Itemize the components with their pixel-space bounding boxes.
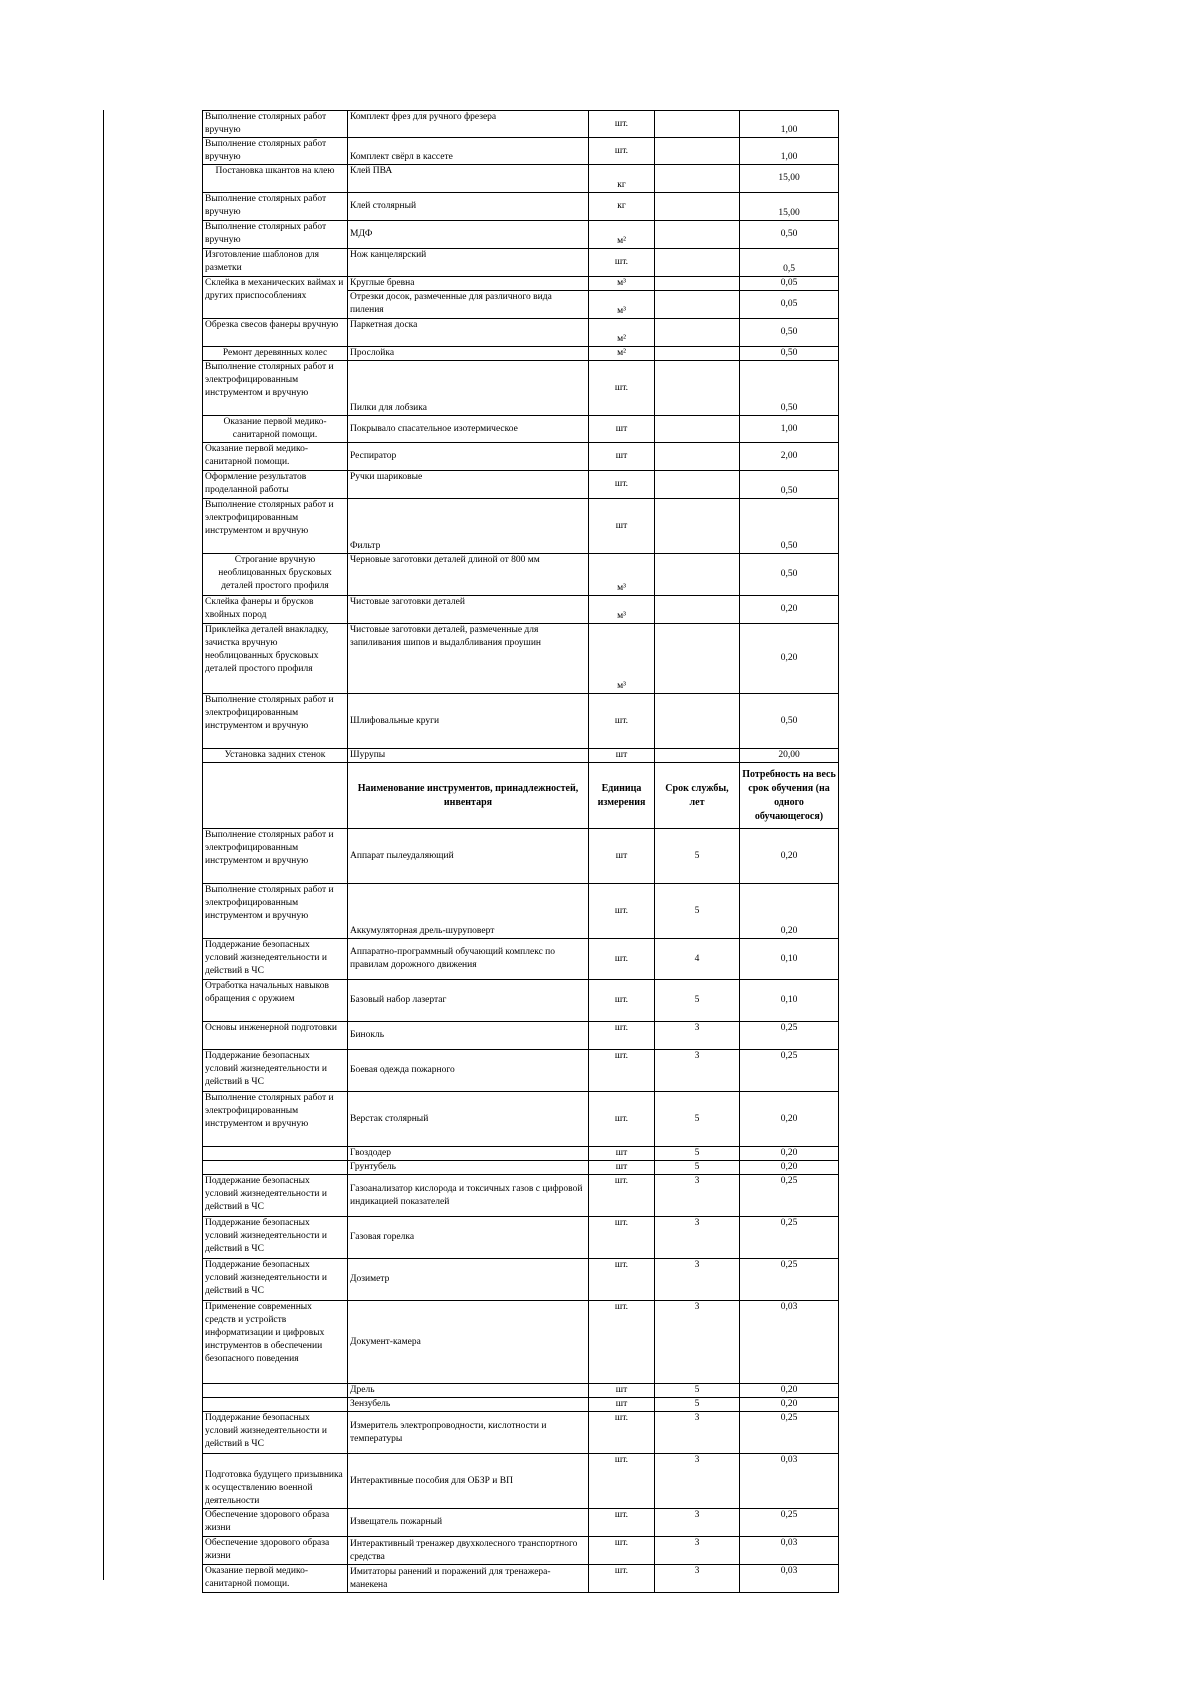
unit-cell: шт. (589, 1259, 655, 1301)
item-name-cell: Пилки для лобзика (348, 361, 589, 416)
item-name-cell: Чистовые заготовки деталей (348, 596, 589, 624)
activity-cell: Выполнение столярных работ и электрофицированным инструментом и вручную (203, 499, 348, 554)
unit-cell: м² (589, 319, 655, 347)
qty-cell: 0,20 (740, 1384, 839, 1398)
life-cell: 3 (655, 1509, 740, 1537)
qty-cell: 0,20 (740, 1161, 839, 1175)
life-cell (655, 443, 740, 471)
item-name-cell: Интерактивный тренажер двухколесного транспортного средства (348, 1537, 589, 1565)
activity-cell: Оказание первой медико-санитарной помощи. (203, 1565, 348, 1593)
item-name-cell: Комплект свёрл в кассете (348, 138, 589, 165)
item-name-cell: Респиратор (348, 443, 589, 471)
table-header-row (203, 763, 839, 829)
life-cell (655, 193, 740, 221)
qty-cell: 0,50 (740, 471, 839, 499)
item-name-cell: Круглые бревна (348, 277, 589, 291)
item-name-cell: Комплект фрез для ручного фрезера (348, 111, 589, 138)
header-unit-cell: Единица измерения (589, 763, 655, 829)
life-cell: 3 (655, 1412, 740, 1454)
qty-cell: 0,50 (740, 221, 839, 249)
item-name-cell: Черновые заготовки деталей длиной от 800 мм (348, 554, 589, 596)
item-name-cell: Документ-камера (348, 1301, 589, 1384)
life-cell (655, 361, 740, 416)
item-name-cell: Шурупы (348, 749, 589, 763)
life-cell (655, 165, 740, 193)
qty-cell: 0,20 (740, 1092, 839, 1147)
activity-cell: Выполнение столярных работ и электрофицированным инструментом и вручную (203, 829, 348, 884)
life-cell (655, 221, 740, 249)
qty-cell: 0,25 (740, 1412, 839, 1454)
table-row (203, 471, 839, 499)
qty-cell: 20,00 (740, 749, 839, 763)
qty-cell: 1,00 (740, 111, 839, 138)
unit-cell: шт. (589, 884, 655, 939)
item-name-cell: Фильтр (348, 499, 589, 554)
activity-cell: Выполнение столярных работ вручную (203, 138, 348, 165)
activity-cell: Выполнение столярных работ и электрофицированным инструментом и вручную (203, 884, 348, 939)
unit-cell: шт (589, 749, 655, 763)
qty-cell: 0,20 (740, 596, 839, 624)
qty-cell: 0,20 (740, 1398, 839, 1412)
item-name-cell: Имитаторы ранений и поражений для тренажера-манекена (348, 1565, 589, 1593)
item-name-cell: Интерактивные пособия для ОБЗР и ВП (348, 1454, 589, 1509)
unit-cell: кг (589, 193, 655, 221)
life-cell: 5 (655, 980, 740, 1022)
item-name-cell: Шлифовальные круги (348, 694, 589, 749)
table-row (203, 1509, 839, 1537)
item-name-cell: Паркетная доска (348, 319, 589, 347)
qty-cell: 0,25 (740, 1259, 839, 1301)
life-cell: 4 (655, 939, 740, 980)
life-cell (655, 111, 740, 138)
table-row (203, 347, 839, 361)
activity-cell: Приклейка деталей внакладку, зачистка вручную необлицованных брусковых деталей простого профиля (203, 624, 348, 694)
life-cell (655, 554, 740, 596)
unit-cell: шт. (589, 1412, 655, 1454)
item-name-cell: Бинокль (348, 1022, 589, 1050)
activity-cell: Строгание вручную необлицованных брусковых деталей простого профиля (203, 554, 348, 596)
qty-cell: 0,20 (740, 884, 839, 939)
unit-cell: шт (589, 499, 655, 554)
life-cell: 3 (655, 1259, 740, 1301)
table-row (203, 1398, 839, 1412)
life-cell (655, 138, 740, 165)
activity-cell: Выполнение столярных работ вручную (203, 221, 348, 249)
header-activity-cell (203, 763, 348, 829)
table-row (203, 596, 839, 624)
table-row (203, 416, 839, 443)
item-name-cell: Аппаратно-программный обучающий комплекс по правилам дорожного движения (348, 939, 589, 980)
qty-cell: 0,25 (740, 1175, 839, 1217)
unit-cell: шт. (589, 1175, 655, 1217)
activity-cell: Склейка фанеры и брусков хвойных пород (203, 596, 348, 624)
item-name-cell: Нож канцелярский (348, 249, 589, 277)
unit-cell: шт. (589, 1565, 655, 1593)
activity-cell: Поддержание безопасных условий жизнедеятельности и действий в ЧС (203, 1217, 348, 1259)
unit-cell: шт (589, 1147, 655, 1161)
life-cell: 3 (655, 1022, 740, 1050)
unit-cell: шт. (589, 1022, 655, 1050)
life-cell: 3 (655, 1454, 740, 1509)
activity-cell (203, 1147, 348, 1161)
unit-cell: шт (589, 443, 655, 471)
life-cell (655, 291, 740, 319)
qty-cell: 0,03 (740, 1301, 839, 1384)
activity-cell: Поддержание безопасных условий жизнедеятельности и действий в ЧС (203, 1412, 348, 1454)
item-name-cell: Ручки шариковые (348, 471, 589, 499)
life-cell (655, 499, 740, 554)
table-row (203, 111, 839, 138)
table-row (203, 980, 839, 1022)
qty-cell: 0,50 (740, 554, 839, 596)
unit-cell: м³ (589, 554, 655, 596)
life-cell (655, 624, 740, 694)
qty-cell: 0,20 (740, 1147, 839, 1161)
unit-cell: шт (589, 1161, 655, 1175)
activity-cell: Выполнение столярных работ и электрофицированным инструментом и вручную (203, 1092, 348, 1147)
activity-cell: Основы инженерной подготовки (203, 1022, 348, 1050)
qty-cell: 0,20 (740, 829, 839, 884)
activity-cell: Оказание первой медико-санитарной помощи. (203, 416, 348, 443)
life-cell: 5 (655, 1147, 740, 1161)
header-qty-cell: Потребность на весь срок обучения (на одного обучающегося) (740, 763, 839, 829)
activity-cell (203, 1384, 348, 1398)
table-row (203, 884, 839, 939)
qty-cell: 0,05 (740, 277, 839, 291)
table-row (203, 1175, 839, 1217)
table-row (203, 554, 839, 596)
table-row (203, 1092, 839, 1147)
qty-cell: 0,50 (740, 347, 839, 361)
item-name-cell: Чистовые заготовки деталей, размеченные для запиливания шипов и выдалбливания проушин (348, 624, 589, 694)
table-row (203, 138, 839, 165)
header-name-cell: Наименование инструментов, принадлежностей, инвентаря (348, 763, 589, 829)
activity-cell: Поддержание безопасных условий жизнедеятельности и действий в ЧС (203, 1050, 348, 1092)
life-cell: 3 (655, 1050, 740, 1092)
unit-cell: шт (589, 829, 655, 884)
unit-cell: шт. (589, 1050, 655, 1092)
table-row (203, 939, 839, 980)
life-cell: 5 (655, 1161, 740, 1175)
item-name-cell: Измеритель электропроводности, кислотности и температуры (348, 1412, 589, 1454)
unit-cell: шт. (589, 471, 655, 499)
life-cell: 5 (655, 1398, 740, 1412)
table-row (203, 1412, 839, 1454)
unit-cell: шт. (589, 361, 655, 416)
item-name-cell: Аккумуляторная дрель-шуруповерт (348, 884, 589, 939)
item-name-cell: Отрезки досок, размеченные для различного вида пиления (348, 291, 589, 319)
activity-cell: Ремонт деревянных колес (203, 347, 348, 361)
table-row (203, 1147, 839, 1161)
table-row (203, 1050, 839, 1092)
unit-cell: шт. (589, 249, 655, 277)
life-cell: 3 (655, 1175, 740, 1217)
unit-cell: шт. (589, 694, 655, 749)
life-cell: 5 (655, 829, 740, 884)
life-cell: 5 (655, 1092, 740, 1147)
qty-cell: 15,00 (740, 193, 839, 221)
activity-cell: Склейка в механических ваймах и других приспособлениях (203, 277, 348, 319)
life-cell: 3 (655, 1565, 740, 1593)
unit-cell: шт. (589, 1092, 655, 1147)
activity-cell: Постановка шкантов на клею (203, 165, 348, 193)
qty-cell: 0,5 (740, 249, 839, 277)
table-row (203, 443, 839, 471)
life-cell (655, 749, 740, 763)
item-name-cell: Прослойка (348, 347, 589, 361)
item-name-cell: Боевая одежда пожарного (348, 1050, 589, 1092)
item-name-cell: Клей ПВА (348, 165, 589, 193)
table-row (203, 165, 839, 193)
qty-cell: 0,03 (740, 1537, 839, 1565)
life-cell (655, 249, 740, 277)
life-cell (655, 416, 740, 443)
qty-cell: 0,10 (740, 980, 839, 1022)
unit-cell: шт. (589, 1217, 655, 1259)
item-name-cell: Гвоздодер (348, 1147, 589, 1161)
unit-cell: шт. (589, 111, 655, 138)
unit-cell: м² (589, 347, 655, 361)
table-row (203, 624, 839, 694)
qty-cell: 2,00 (740, 443, 839, 471)
table-row (203, 277, 839, 291)
activity-cell: Оказание первой медико-санитарной помощи. (203, 443, 348, 471)
life-cell (655, 694, 740, 749)
table-row (203, 1259, 839, 1301)
unit-cell: шт (589, 1398, 655, 1412)
table-row (203, 749, 839, 763)
qty-cell: 1,00 (740, 138, 839, 165)
life-cell (655, 471, 740, 499)
activity-cell: Применение современных средств и устройств информатизации и цифровых инструментов в обеспечении безопасного поведения (203, 1301, 348, 1384)
activity-cell (203, 1398, 348, 1412)
item-name-cell: Аппарат пылеудаляющий (348, 829, 589, 884)
activity-cell: Оформление результатов проделанной работы (203, 471, 348, 499)
table-row (203, 694, 839, 749)
item-name-cell: Верстак столярный (348, 1092, 589, 1147)
table-row (203, 1384, 839, 1398)
table-row (203, 361, 839, 416)
life-cell (655, 319, 740, 347)
unit-cell: кг (589, 165, 655, 193)
qty-cell: 0,20 (740, 624, 839, 694)
unit-cell: шт. (589, 1509, 655, 1537)
table-row (203, 319, 839, 347)
unit-cell: шт. (589, 1301, 655, 1384)
item-name-cell: Дозиметр (348, 1259, 589, 1301)
activity-cell: Поддержание безопасных условий жизнедеятельности и действий в ЧС (203, 939, 348, 980)
qty-cell: 0,25 (740, 1050, 839, 1092)
qty-cell: 0,05 (740, 291, 839, 319)
qty-cell: 0,25 (740, 1022, 839, 1050)
inventory-table (202, 110, 839, 1593)
item-name-cell: Зензубель (348, 1398, 589, 1412)
item-name-cell: МДФ (348, 221, 589, 249)
item-name-cell: Извещатель пожарный (348, 1509, 589, 1537)
life-cell: 3 (655, 1217, 740, 1259)
table-row (203, 1537, 839, 1565)
unit-cell: шт. (589, 1537, 655, 1565)
activity-cell: Подготовка будущего призывника к осуществлению военной деятельности (203, 1454, 348, 1509)
unit-cell: м³ (589, 596, 655, 624)
unit-cell: м³ (589, 291, 655, 319)
unit-cell: м² (589, 221, 655, 249)
table-row (203, 193, 839, 221)
item-name-cell: Газовая горелка (348, 1217, 589, 1259)
activity-cell: Выполнение столярных работ вручную (203, 193, 348, 221)
table-row (203, 1022, 839, 1050)
unit-cell: шт. (589, 939, 655, 980)
qty-cell: 0,25 (740, 1217, 839, 1259)
qty-cell: 0,50 (740, 361, 839, 416)
item-name-cell: Покрывало спасательное изотермическое (348, 416, 589, 443)
activity-cell: Изготовление шаблонов для разметки (203, 249, 348, 277)
table-row (203, 1565, 839, 1593)
left-margin-line (103, 110, 104, 1580)
life-cell: 3 (655, 1301, 740, 1384)
qty-cell: 0,10 (740, 939, 839, 980)
unit-cell: шт. (589, 980, 655, 1022)
unit-cell: м³ (589, 277, 655, 291)
unit-cell: шт (589, 1384, 655, 1398)
table-row (203, 1217, 839, 1259)
unit-cell: м³ (589, 624, 655, 694)
qty-cell: 0,25 (740, 1509, 839, 1537)
qty-cell: 0,03 (740, 1454, 839, 1509)
table-row (203, 221, 839, 249)
unit-cell: шт. (589, 1454, 655, 1509)
qty-cell: 0,03 (740, 1565, 839, 1593)
qty-cell: 15,00 (740, 165, 839, 193)
table-row (203, 829, 839, 884)
activity-cell: Выполнение столярных работ вручную (203, 111, 348, 138)
qty-cell: 0,50 (740, 319, 839, 347)
qty-cell: 0,50 (740, 694, 839, 749)
qty-cell: 1,00 (740, 416, 839, 443)
item-name-cell: Базовый набор лазертаг (348, 980, 589, 1022)
item-name-cell: Газоанализатор кислорода и токсичных газов с цифровой индикацией показателей (348, 1175, 589, 1217)
life-cell: 5 (655, 1384, 740, 1398)
activity-cell: Обеспечение здорового образа жизни (203, 1537, 348, 1565)
item-name-cell: Клей столярный (348, 193, 589, 221)
table-row (203, 1454, 839, 1509)
qty-cell: 0,50 (740, 499, 839, 554)
item-name-cell: Грунтубель (348, 1161, 589, 1175)
activity-cell: Обрезка свесов фанеры вручную (203, 319, 348, 347)
activity-cell: Выполнение столярных работ и электрофицированным инструментом и вручную (203, 694, 348, 749)
unit-cell: шт (589, 416, 655, 443)
life-cell (655, 596, 740, 624)
activity-cell: Обеспечение здорового образа жизни (203, 1509, 348, 1537)
activity-cell (203, 1161, 348, 1175)
life-cell: 5 (655, 884, 740, 939)
activity-cell: Установка задних стенок (203, 749, 348, 763)
unit-cell: шт. (589, 138, 655, 165)
table-row (203, 1301, 839, 1384)
table-row (203, 1161, 839, 1175)
activity-cell: Поддержание безопасных условий жизнедеятельности и действий в ЧС (203, 1175, 348, 1217)
table-row (203, 499, 839, 554)
activity-cell: Выполнение столярных работ и электрофицированным инструментом и вручную (203, 361, 348, 416)
life-cell: 3 (655, 1537, 740, 1565)
item-name-cell: Дрель (348, 1384, 589, 1398)
table-row (203, 249, 839, 277)
activity-cell: Отработка начальных навыков обращения с оружием (203, 980, 348, 1022)
header-life-cell: Срок службы, лет (655, 763, 740, 829)
life-cell (655, 277, 740, 291)
activity-cell: Поддержание безопасных условий жизнедеятельности и действий в ЧС (203, 1259, 348, 1301)
life-cell (655, 347, 740, 361)
